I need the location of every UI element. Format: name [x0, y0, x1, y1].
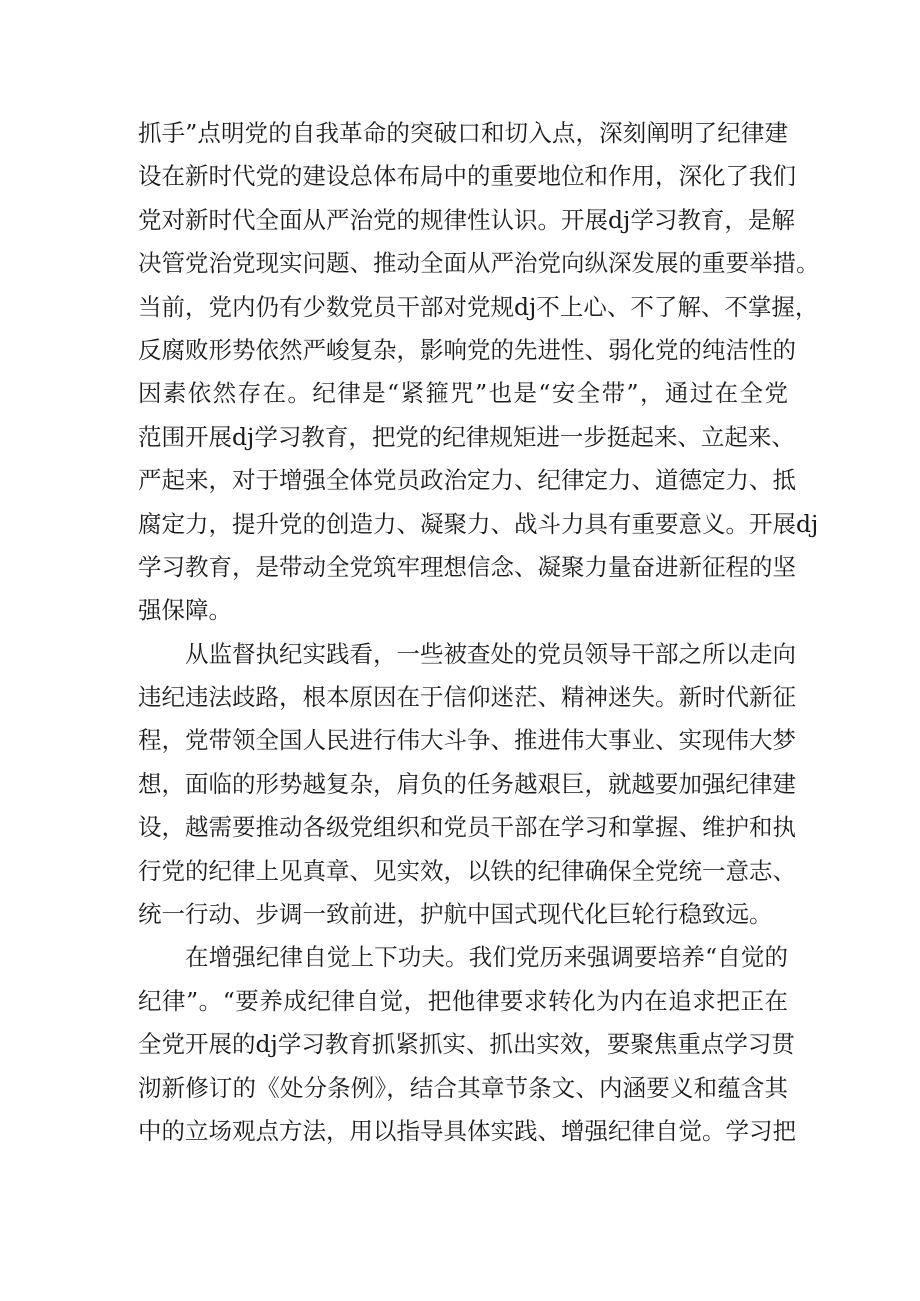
- text-line: 因素依然存在。纪律是“紧箍咒”也是“安全带”，通过在全党: [138, 379, 788, 408]
- text-line: 从监督执纪实践看，一些被查处的党员领导干部之所以走向: [185, 639, 796, 668]
- text-line: 中的立场观点方法，用以指导具体实践、增强纪律自觉。学习把: [138, 1116, 796, 1145]
- text-line: 沏新修订的《处分条例》，结合其章节条文、内涵要义和蕴含其: [138, 1073, 788, 1102]
- text-line: 统一行动、步调一致前进，护航中国式现代化巨轮行稳致远。: [138, 900, 773, 929]
- paragraph: [138, 633, 796, 937]
- text-line: 当前，党内仍有少数党员干部对党规dj不上心、不了解、不掌握，: [138, 292, 819, 321]
- text-line: 设在新时代党的建设总体布局中的重要地位和作用，深化了我们: [138, 162, 796, 191]
- text-line: 反腐败形势依然严峻复杂，影响党的先进性、弱化党的纯洁性的: [138, 335, 796, 364]
- text-line: 行党的纪律上见真章、见实效，以铁的纪律确保全党统一意志、: [138, 856, 796, 885]
- text-line: 学习教育，是带动全党筑牢理想信念、凝聚力量奋进新征程的坚: [138, 552, 796, 581]
- text-line: 腐定力，提升党的创造力、凝聚力、战斗力具有重要意义。开展dj: [138, 509, 819, 538]
- text-line: 想，面临的形势越复杂，肩负的任务越艰巨，就越要加强纪律建: [138, 769, 796, 798]
- text-line: 抓手”点明党的自我革命的突破口和切入点，深刻阐明了纪律建: [138, 119, 788, 147]
- text-line: 决管党治党现实问题、推动全面从严治党向纵深发展的重要举措。: [138, 249, 820, 278]
- text-line: 违纪违法歧路，根本原因在于信仰迷茫、精神迷失。新时代新征: [138, 683, 796, 712]
- document-body: [138, 112, 820, 1153]
- text-line: 在增强纪律自觉上下功夫。我们党历来强调要培养“自觉的: [185, 943, 788, 972]
- text-line: 纪律”。“要养成纪律自觉，把他律要求转化为内在追求把正在: [138, 986, 788, 1015]
- paragraph: [138, 112, 820, 633]
- text-line: 范围开展dj学习教育，把党的纪律规矩进一步挺起来、立起来、: [138, 422, 795, 451]
- text-line: 强保障。: [138, 596, 232, 625]
- text-line: 严起来，对于增强全体党员政治定力、纪律定力、道德定力、抵: [138, 466, 796, 495]
- text-line: 程，党带领全国人民进行伟大斗争、推进伟大事业、实现伟大梦: [138, 726, 796, 755]
- text-line: 全党开展的dj学习教育抓紧抓实、抓出实效，要聚焦重点学习贯: [138, 1030, 795, 1059]
- paragraph: [138, 936, 796, 1153]
- text-line: 党对新时代全面从严治党的规律性认识。开展dj学习教育，是解: [138, 205, 795, 234]
- text-line: 设，越需要推动各级党组织和党员干部在学习和掌握、维护和执: [138, 813, 796, 842]
